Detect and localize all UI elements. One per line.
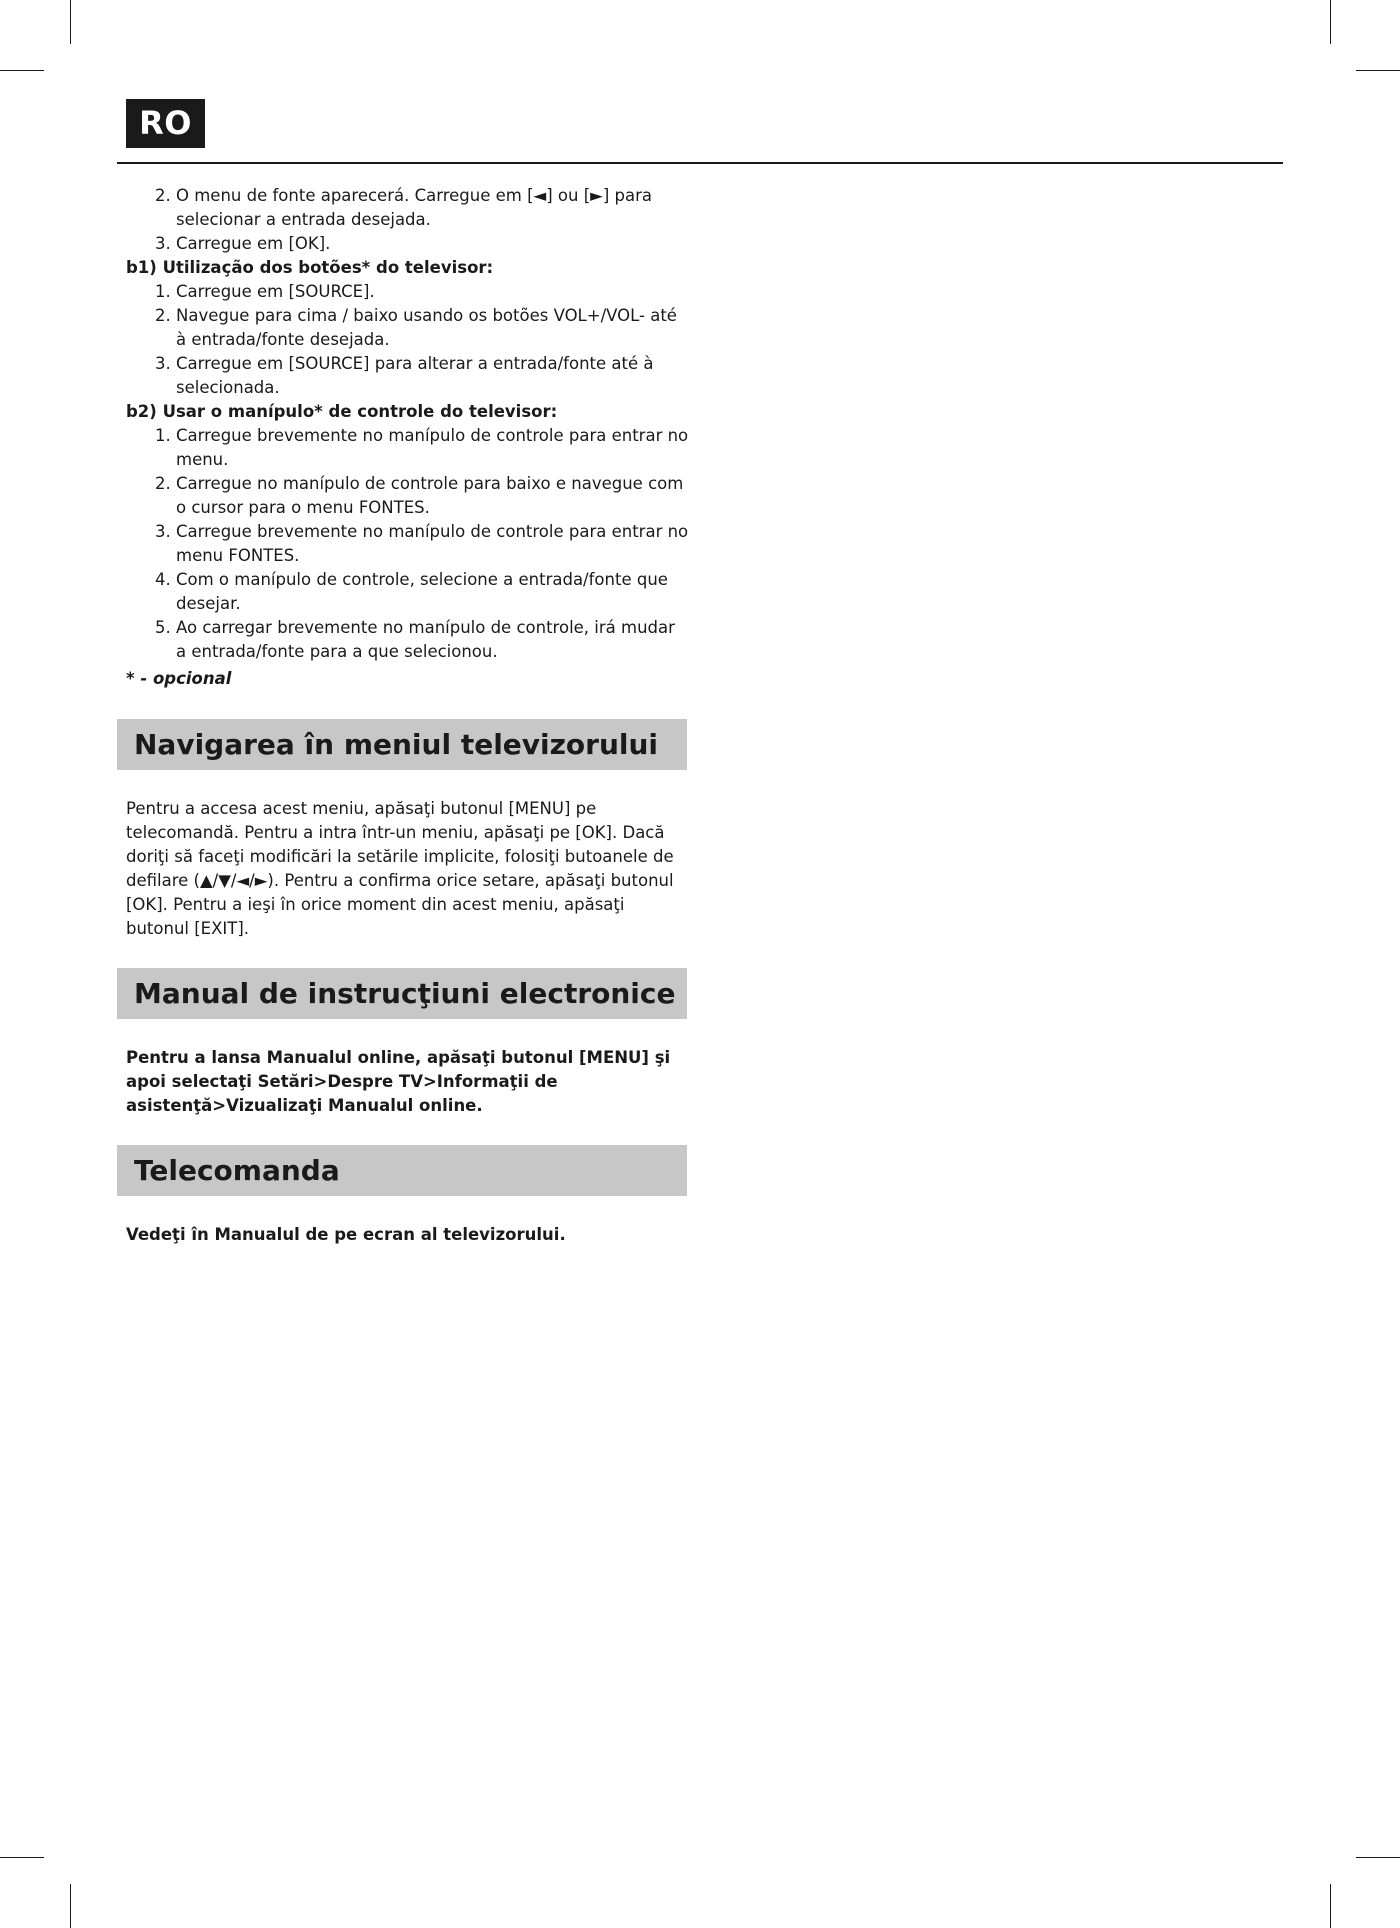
b2-list <box>126 424 690 664</box>
crop-mark-bottom-left-horizontal <box>0 1857 44 1858</box>
list-item: 3. Carregue em [SOURCE] para alterar a entrada/fonte até à selecionada. <box>176 352 690 400</box>
page-content <box>126 184 690 1247</box>
crop-mark-bottom-left-vertical <box>70 1884 71 1928</box>
list-item: 3. Carregue brevemente no manípulo de controle para entrar no menu FONTES. <box>176 520 690 568</box>
crop-mark-top-right-horizontal <box>1356 70 1400 71</box>
navigation-paragraph: Pentru a accesa acest meniu, apăsaţi butonul [MENU] pe telecomandă. Pentru a intra într-un meniu, apăsaţi pe [OK]. Dacă doriţi să faceţi modificări la setările implicite, folosiţi butoanele de defilare (▲/▼/◄/►). Pentru a confirma orice setare, apăsaţi butonul [OK]. Pentru a ieşi în orice moment din acest meniu, apăsaţi butonul [EXIT]. <box>126 799 674 938</box>
crop-mark-top-left-vertical <box>70 0 71 44</box>
list-item: 3. Carregue em [OK]. <box>176 232 690 256</box>
optional-note: * - opcional <box>126 669 232 688</box>
b2-heading: b2) Usar o manípulo* de controle do televisor: <box>126 402 558 421</box>
section-title-navigation: Navigarea în meniul televizorului <box>117 719 687 770</box>
list-item: 4. Com o manípulo de controle, selecione a entrada/fonte que desejar. <box>176 568 690 616</box>
crop-mark-bottom-right-horizontal <box>1356 1857 1400 1858</box>
list-item: 1. Carregue em [SOURCE]. <box>176 280 690 304</box>
manual-paragraph: Pentru a lansa Manualul online, apăsaţi butonul [MENU] şi apoi selectaţi Setări>Despre TV>Informaţii de asistenţă>Vizualizaţi Manualul online. <box>126 1048 671 1115</box>
list-item: 2. Carregue no manípulo de controle para baixo e navegue com o cursor para o menu FONTES. <box>176 472 690 520</box>
list-item: 2. Navegue para cima / baixo usando os botões VOL+/VOL- até à entrada/fonte desejada. <box>176 304 690 352</box>
header-divider <box>117 162 1283 164</box>
crop-mark-top-right-vertical <box>1330 0 1331 44</box>
remote-paragraph: Vedeţi în Manualul de pe ecran al televizorului. <box>126 1225 566 1244</box>
b1-heading: b1) Utilização dos botões* do televisor: <box>126 258 494 277</box>
crop-mark-bottom-right-vertical <box>1330 1884 1331 1928</box>
list-item: 2. O menu de fonte aparecerá. Carregue em [◄] ou [►] para selecionar a entrada desejada. <box>176 184 690 232</box>
list-item: 1. Carregue brevemente no manípulo de controle para entrar no menu. <box>176 424 690 472</box>
b1-list <box>126 280 690 400</box>
continued-list <box>126 184 690 256</box>
language-badge: RO <box>126 99 205 148</box>
section-title-manual: Manual de instrucţiuni electronice <box>117 968 687 1019</box>
section-title-remote: Telecomanda <box>117 1145 687 1196</box>
list-item: 5. Ao carregar brevemente no manípulo de controle, irá mudar a entrada/fonte para a que selecionou. <box>176 616 690 664</box>
crop-mark-top-left-horizontal <box>0 70 44 71</box>
